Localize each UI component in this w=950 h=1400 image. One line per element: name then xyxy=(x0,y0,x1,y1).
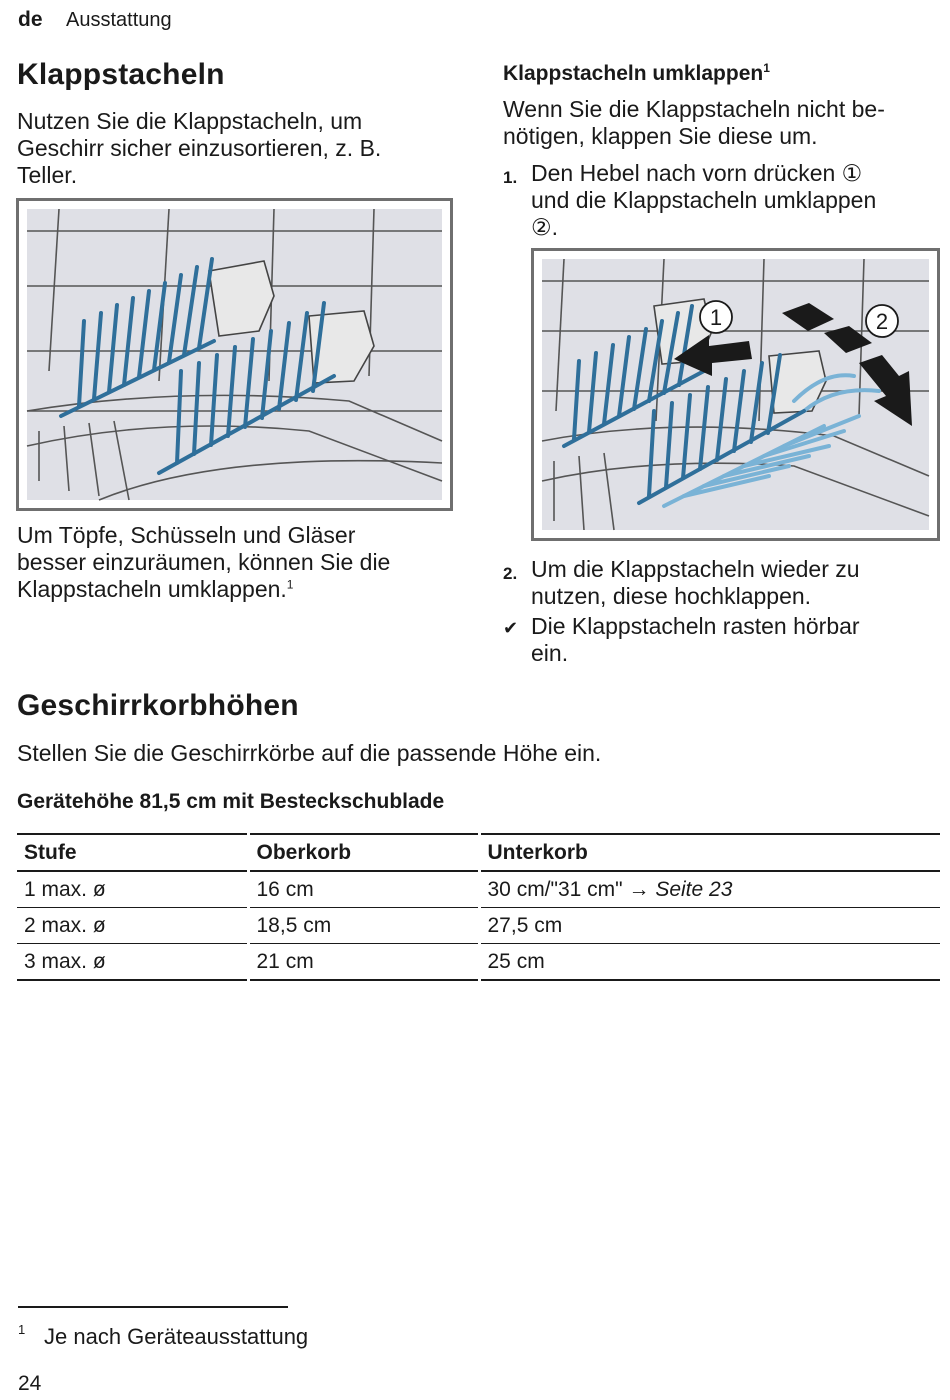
table-subtitle: Gerätehöhe 81,5 cm mit Besteckschublade xyxy=(17,790,445,813)
table-cell: 27,5 cm xyxy=(479,908,940,944)
footnote-mark: 1 xyxy=(18,1322,26,1337)
table-row xyxy=(17,908,940,944)
umklappen-intro: Wenn Sie die Klappstacheln nicht be- nötigen, klappen Sie diese um. xyxy=(503,96,885,149)
step-number: 1. xyxy=(503,168,518,187)
table-cell: 18,5 cm xyxy=(248,908,479,944)
step-number: 2. xyxy=(503,564,518,583)
result-text: Die Klappstacheln rasten hörbar ein. xyxy=(531,613,860,666)
step-1 xyxy=(503,160,943,242)
figure-label-2: 2 xyxy=(875,309,889,334)
klappstacheln-intro: Nutzen Sie die Klappstacheln, um Geschirr sicher einzusortieren, z. B. Teller. xyxy=(17,108,382,188)
step-text: Um die Klappstacheln wieder zu nutzen, diese hochklappen. xyxy=(531,556,860,609)
page-link[interactable]: Seite 23 xyxy=(655,877,733,901)
klappstacheln-folding-note: Um Töpfe, Schüsseln und Gläser besser einzuräumen, können Sie die Klappstacheln umklappen.$^1$ xyxy=(17,522,391,602)
footnote-rule xyxy=(18,1306,288,1308)
step-text: Den Hebel nach vorn drücken ① und die Klappstacheln umklappen ②. xyxy=(531,160,877,240)
geschirrkorbhoehen-intro: Stellen Sie die Geschirrkörbe auf die passende Höhe ein. xyxy=(17,740,602,766)
column-header-unterkorb: Unterkorb xyxy=(479,834,940,871)
table-cell: 1 max. ø xyxy=(17,871,248,908)
step-result xyxy=(503,613,943,669)
footnote-ref: 1 xyxy=(286,577,294,592)
column-header-stufe: Stufe xyxy=(17,834,248,871)
arrow-right-icon: → xyxy=(628,877,650,901)
table-row xyxy=(17,944,940,981)
table-header-row xyxy=(17,834,940,871)
table-cell: 21 cm xyxy=(248,944,479,981)
rack-figure-upright xyxy=(16,198,453,511)
klappstacheln-heading: Klappstacheln xyxy=(17,58,225,91)
check-icon: ✔ xyxy=(503,618,519,638)
height-table xyxy=(17,833,940,981)
column-header-oberkorb: Oberkorb xyxy=(248,834,479,871)
table-row xyxy=(17,871,940,908)
geschirrkorbhoehen-heading: Geschirrkorbhöhen xyxy=(17,689,299,722)
language-code: de xyxy=(18,8,43,31)
rack-figure-folding xyxy=(531,248,940,541)
footnote-text: Je nach Geräteausstattung xyxy=(44,1324,309,1349)
table-cell: 25 cm xyxy=(479,944,940,981)
figure-label-1: 1 xyxy=(709,305,723,330)
section-name: Ausstattung xyxy=(66,9,172,31)
klappstacheln-umklappen-heading: Klappstacheln umklappen$^1$ xyxy=(503,61,770,85)
table-cell: 3 max. ø xyxy=(17,944,248,981)
table-cell: 2 max. ø xyxy=(17,908,248,944)
page-number: 24 xyxy=(18,1372,42,1395)
table-cell: 16 cm xyxy=(248,871,479,908)
step-2 xyxy=(503,556,943,612)
table-cell: 30 cm/"31 cm" → Seite 23 xyxy=(479,871,940,908)
